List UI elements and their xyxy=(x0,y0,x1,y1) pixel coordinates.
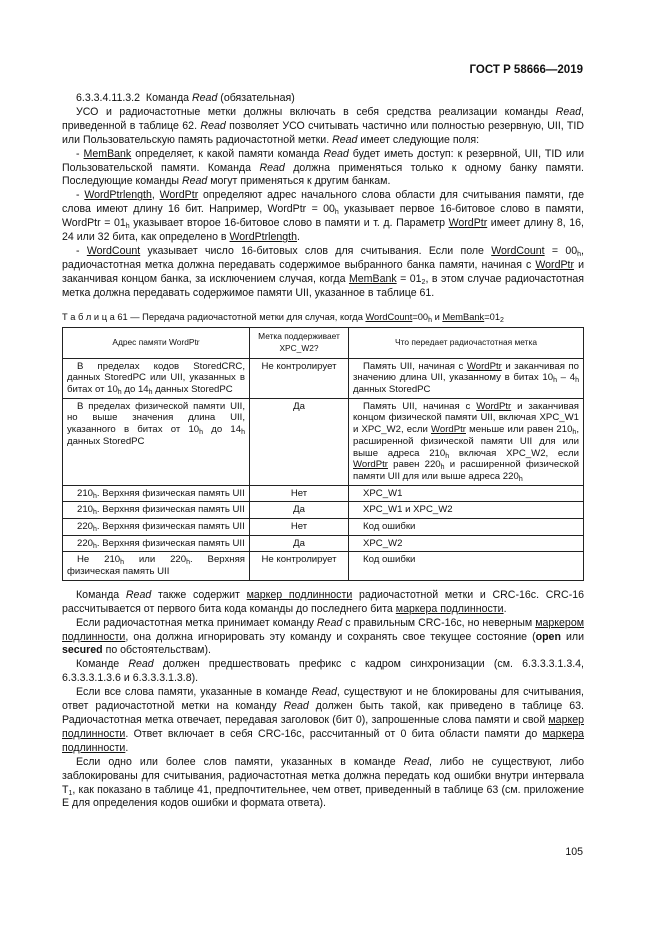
subscript: h xyxy=(518,475,523,483)
table-row xyxy=(63,398,584,485)
text: Память UII, начиная с xyxy=(363,360,467,372)
text: , существуют и не блокированы для считывания, ответ радиочастотной метки на команду xyxy=(62,686,584,713)
text: указывает второе 16-битовое слово в памяти и т. д. Параметр xyxy=(129,217,449,230)
wordptr-item xyxy=(62,189,584,245)
term: WordPtr xyxy=(466,360,502,372)
subscript: h xyxy=(241,429,246,437)
text: радиочастотной метки и CRC-16c. CRC-16 рассчитывается от первого бита кода команды до последнего бита xyxy=(62,588,585,615)
command-name: Read xyxy=(128,658,154,671)
term: маркера подлинности xyxy=(62,727,584,754)
text: , расширенной физической памяти UII для или выше адреса 210 xyxy=(353,424,579,459)
subscript: h xyxy=(93,509,97,517)
text: и заканчивая по значению длина UII, указанному в битах 10 xyxy=(353,360,579,384)
paragraph xyxy=(62,756,584,812)
text: или 220 xyxy=(124,554,187,566)
table-cell: Не контролирует xyxy=(250,358,349,398)
subscript: h xyxy=(93,492,97,500)
text: должен предшествовать префикс с кадром синхронизации (см. 6.3.3.3.1.3.4, 6.3.3.3.1.3.6 и 6.3.3.3.1.3.8). xyxy=(62,658,584,685)
term: WordPtr xyxy=(535,258,575,271)
text: 210 xyxy=(77,504,94,516)
command-name: Read xyxy=(181,175,208,188)
term: WordPtrlength xyxy=(84,189,152,202)
text: данных StoredPC xyxy=(67,435,145,447)
membank-item xyxy=(62,148,584,190)
table-cell xyxy=(349,358,584,398)
text: или xyxy=(560,630,584,643)
text: могут применяться к другим банкам. xyxy=(207,175,391,188)
command-name: Read xyxy=(403,755,429,768)
term: WordPtr xyxy=(430,424,466,436)
subscript: 2 xyxy=(500,316,504,324)
text: указывает первое 16-битовое слово в памяти, WordPtr = 01 xyxy=(62,203,584,230)
term: MemBank xyxy=(83,147,132,160)
text: определяет, к какой памяти команда xyxy=(131,147,324,160)
page-number: 105 xyxy=(565,846,583,858)
text: Если все слова памяти, указанные в команде xyxy=(76,686,312,699)
document-header: ГОСТ Р 58666—2019 xyxy=(469,64,583,76)
section-title-text: Команда xyxy=(145,92,193,104)
table-row xyxy=(63,485,584,502)
table-cell: Нет xyxy=(250,485,349,502)
table-cell: Код ошибки xyxy=(349,552,584,580)
term: MemBank xyxy=(348,272,397,285)
dash: - xyxy=(76,189,85,202)
table-cell: XPC_W2 xyxy=(349,535,584,552)
subscript: h xyxy=(445,452,450,460)
text: . Ответ включает в себя CRC-16c, рассчитанный от 0 бита области памяти до xyxy=(125,727,543,740)
text: , либо не существуют, либо заблокированы для считывания, радиочастотная метка должна передать код ошибки внутри интервала T xyxy=(62,755,584,796)
table-61 xyxy=(62,327,584,581)
text: Команде xyxy=(76,658,129,671)
text: Если одно или более слов памяти, указанных в команде xyxy=(76,755,404,768)
term: маркер подлинности xyxy=(246,588,353,601)
text: = 01 xyxy=(396,272,422,285)
text: 220 xyxy=(77,521,94,533)
table-row xyxy=(63,358,584,398)
text: и заканчивая концом банка, за исключением случая, когда xyxy=(62,258,584,285)
table-cell xyxy=(63,502,250,519)
document-body xyxy=(62,92,584,811)
dash: - xyxy=(76,244,87,257)
table-cell xyxy=(63,552,250,580)
wordcount-item xyxy=(62,245,584,301)
table-cell: XPC_W1 и XPC_W2 xyxy=(349,502,584,519)
text: Не 210 xyxy=(77,554,121,566)
command-name: Read xyxy=(316,616,343,629)
subscript: h xyxy=(334,209,339,217)
text: . Верхняя физическая память UII xyxy=(96,487,245,499)
subscript: h xyxy=(117,389,122,396)
text: должен быть такой, как приведено в таблице 63. Радиочастотная метка отвечает, передавая заголовок (бит 0), запрошенные слова памяти и свой xyxy=(62,700,584,726)
text: . xyxy=(297,231,300,244)
table-cell: Не контролирует xyxy=(250,552,349,580)
text: указывает число 16-битовых слов для считывания. Если поле xyxy=(140,244,492,257)
text: . xyxy=(503,602,507,615)
text: Память UII, начиная с xyxy=(363,400,477,412)
text: включая XPC_W2, если xyxy=(449,447,580,459)
text: , xyxy=(151,189,160,202)
state-open: open xyxy=(535,630,561,643)
subscript: h xyxy=(575,377,579,385)
text: будет иметь доступ: к резервной, UII, TID или Пользовательской памяти. Команда xyxy=(62,147,584,174)
term: WordPtr xyxy=(353,459,389,471)
text: с правильным CRC-16c, но неверным xyxy=(342,616,536,629)
command-name: Read xyxy=(555,105,582,118)
subscript: h xyxy=(125,223,130,231)
text: определяют адрес начального слова области для считывания памяти, где слова имеют длину 16 бит. Например, WordPtr = 00 xyxy=(62,189,584,216)
text: = 00 xyxy=(544,244,578,257)
subscript: h xyxy=(199,429,204,437)
text: . Верхняя физическая память UII xyxy=(96,521,245,533)
text: имеет длину 8, 16, 24 или 32 бита, как определено в xyxy=(62,217,585,244)
term: WordPtrlength xyxy=(229,231,298,244)
subscript: h xyxy=(93,526,97,534)
table-cell: Да xyxy=(250,502,349,519)
text: равен 220 xyxy=(388,459,441,471)
term: WordPtr xyxy=(159,189,199,202)
table-cell: Да xyxy=(250,398,349,485)
text: . xyxy=(125,741,129,754)
table-row xyxy=(63,519,584,536)
text: Т а б л и ц а 61 — Передача радиочастотной метки для случая, когда xyxy=(62,311,366,322)
paragraph xyxy=(62,106,584,148)
text: , в этом случае радиочастотная метка должна передавать содержимое памяти UII, указанное в таблице 61. xyxy=(62,272,584,299)
dash: - xyxy=(76,147,84,160)
term: маркером подлинности xyxy=(62,616,584,643)
section-heading xyxy=(62,92,584,106)
text: , она должна игнорировать эту команду и сохранять свое текущее состояние ( xyxy=(125,630,536,643)
table-row xyxy=(63,552,584,580)
term: маркер подлинности xyxy=(62,714,584,740)
text: =00 xyxy=(412,311,429,322)
subscript: h xyxy=(440,464,445,472)
subscript: h xyxy=(93,542,97,550)
text: и xyxy=(432,311,443,322)
subscript: h xyxy=(428,316,432,324)
command-name: Read xyxy=(192,92,218,104)
table-cell: Код ошибки xyxy=(349,519,584,536)
column-header: Что передает радиочастотная метка xyxy=(349,327,584,358)
term: WordPtr xyxy=(448,217,488,230)
table-row xyxy=(63,502,584,519)
term: MemBank xyxy=(442,311,485,322)
term: маркера подлинности xyxy=(395,602,504,615)
table-row xyxy=(63,535,584,552)
subscript: h xyxy=(553,377,557,385)
text: Если радиочастотная метка принимает команду xyxy=(76,616,317,629)
table-cell xyxy=(63,358,250,398)
paragraph xyxy=(62,589,584,617)
command-name: Read xyxy=(323,147,349,160)
text: данных StoredPC xyxy=(353,384,431,395)
subscript: h xyxy=(120,559,125,567)
text: 220 xyxy=(77,537,94,549)
subscript: 2 xyxy=(421,278,426,286)
text: меньше или равен 210 xyxy=(466,424,573,436)
table-cell xyxy=(63,398,250,485)
table-cell xyxy=(63,535,250,552)
text: . Верхняя физическая память UII xyxy=(96,504,245,516)
text: Команда xyxy=(76,588,126,601)
text: имеет следующие поля: xyxy=(357,133,480,146)
text: УСО и радиочастотные метки должны включать в себя средства реализации команды xyxy=(76,105,556,118)
command-name: Read xyxy=(311,686,337,699)
section-number: 6.3.3.4.11.3.2 xyxy=(76,92,141,104)
paragraph xyxy=(62,686,584,756)
subscript: h xyxy=(577,250,582,258)
table-cell xyxy=(63,519,250,536)
text: , как показано в таблице 41, предпочтительнее, чем ответ, приведенный в таблице 63 (см. приложение Е для определения кодов ошибки и формата ответа). xyxy=(62,783,584,810)
command-name: Read xyxy=(283,700,309,713)
text: данных StoredPC xyxy=(152,384,233,395)
table-cell xyxy=(63,485,250,502)
command-name: Read xyxy=(200,119,226,132)
text: 210 xyxy=(77,487,94,499)
subscript: h xyxy=(186,559,191,567)
text: также содержит xyxy=(151,588,247,601)
subscript: h xyxy=(148,389,153,396)
text: . Верхняя физическая память UII xyxy=(96,537,245,549)
text: и заканчивая концом физической памяти UII, включая XPC_W1 и XPC_W2, если xyxy=(353,400,579,436)
subscript: h xyxy=(572,429,577,437)
command-name: Read xyxy=(259,161,285,174)
text: , приведенной в таблице 62. xyxy=(62,105,584,132)
term: WordCount xyxy=(365,311,413,322)
term: WordCount xyxy=(491,244,545,257)
paragraph xyxy=(62,617,584,659)
text: до 14 xyxy=(203,424,242,436)
text: по обстоятельствам). xyxy=(102,644,211,657)
text: позволяет УСО считывать частично или полностью резервную, UII, TID или Пользовательскую память радиочастотной метки. xyxy=(62,119,584,146)
text: до 14 xyxy=(121,384,149,395)
table-cell: XPC_W1 xyxy=(349,485,584,502)
text: В пределах кодов StoredCRC, данных StoredPC или UII, указанных в битах от 10 xyxy=(67,360,245,395)
text: должна применяться только к одному банку памяти. Последующие команды xyxy=(62,161,584,188)
table-cell xyxy=(349,398,584,485)
command-name: Read xyxy=(332,133,358,146)
text: и расширенной физической памяти UII для или выше адреса 220 xyxy=(353,459,580,482)
command-name: Read xyxy=(125,588,152,601)
table-cell: Да xyxy=(250,535,349,552)
table-header-row xyxy=(63,327,584,358)
table-caption xyxy=(62,311,584,323)
term: WordCount xyxy=(86,244,141,257)
term: WordPtr xyxy=(476,400,512,412)
table-cell: Нет xyxy=(250,519,349,536)
subscript: 1 xyxy=(68,789,73,797)
column-header: Метка поддерживает XPC_W2? xyxy=(250,327,349,358)
text: , радиочастотная метка должна передавать содержимое выбранного банка памяти, начиная с xyxy=(62,244,584,271)
section-title-text: (обязательная) xyxy=(217,92,295,104)
text: . Верхняя физическая память UII xyxy=(67,554,245,578)
text: В пределах физической памяти UII, но выше значения длина UII, указанного в битах от 10 xyxy=(67,400,245,436)
state-secured: secured xyxy=(62,644,103,657)
column-header: Адрес памяти WordPtr xyxy=(63,327,250,358)
text: =01 xyxy=(484,311,500,322)
text: – 4 xyxy=(556,372,576,384)
paragraph xyxy=(62,658,584,686)
